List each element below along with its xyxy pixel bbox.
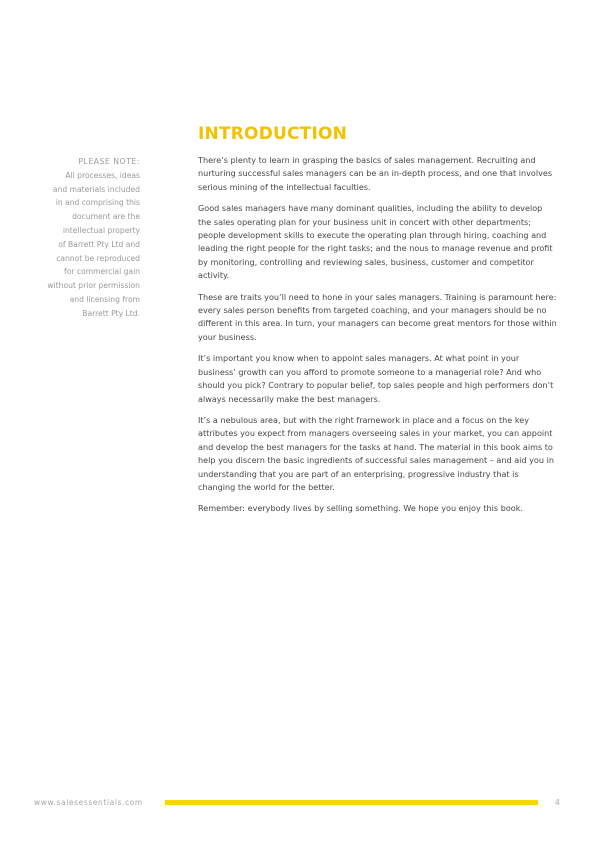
please-note-line: for commercial gain [64,267,140,277]
paragraph: It’s important you know when to appoint sales managers. At what point in your business’ growth can you afford to promote someone to a managerial role? And who should you pick? Contrary to popular belief, top sales people and high performers don’t always necessarily make the best managers. [198,353,554,404]
please-note-line: All processes, ideas [65,170,140,180]
please-note-line: cannot be reproduced [56,253,140,263]
please-note-line: document are the [72,212,140,222]
footer-website-link[interactable]: www.salesessentials.com [34,798,143,807]
paragraph: Remember: everybody lives by selling something. We hope you enjoy this book. [198,503,523,514]
paragraph: There’s plenty to learn in grasping the basics of sales management. Recruiting and nurturing successful sales managers can be an in-depth process, and one that involves serious mining of the intellectual faculties. [198,155,553,192]
page-number: 4 [555,798,560,807]
please-note-line: of Barrett Pty Ltd and [58,239,140,249]
paragraph: Good sales managers have many dominant qualities, including the ability to develop the sales operating plan for your business unit in concert with other departments; people development skills to execute the operating plan through hiring, coaching and leading the right people for the right tasks; and the nous to manage revenue and profit by monitoring, controlling and reviewing sales, business, customer and competitor activity. [198,203,553,281]
paragraph: These are traits you’ll need to hone in your sales managers. Training is paramount here: every sales person benefits from targeted coaching, and your managers should be no different in this area. In turn, your managers can become great mentors for those within your business. [198,291,557,342]
please-note-sidebar [30,155,140,321]
please-note-line: intellectual property [62,225,140,235]
footer-divider-bar [165,800,538,805]
please-note-line: without prior permission [47,281,140,291]
body-text [198,154,558,524]
please-note-title: PLEASE NOTE: [78,157,140,166]
please-note-line: and materials included [52,184,140,194]
please-note-line: and licensing from [69,294,140,304]
please-note-line: in and comprising this [55,198,140,208]
paragraph: It’s a nebulous area, but with the right framework in place and a focus on the key attributes you expect from managers overseeing sales in your market, you can appoint and develop the best managers for the tasks at hand. The material in this book aims to help you discern the basic ingredients of successful sales management – and aid you in understanding that you are part of an enterprising, progressive industry that is changing the world for the better. [198,414,554,492]
please-note-line: Barrett Pty Ltd. [82,308,140,318]
page-title: INTRODUCTION [198,124,348,144]
